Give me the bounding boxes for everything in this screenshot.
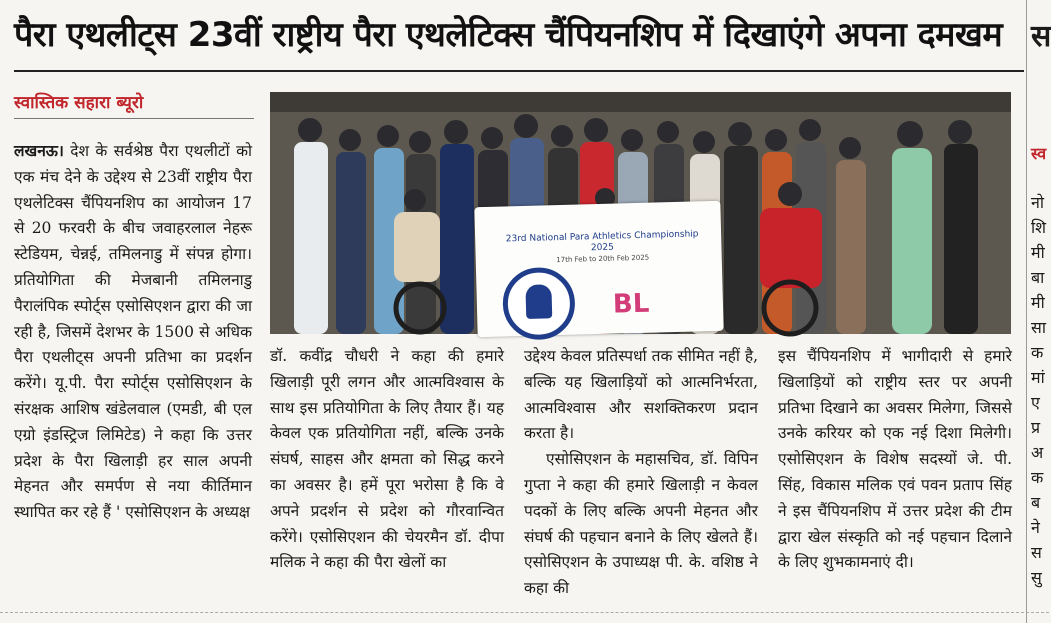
article-text-3b: एसोसिएशन के महासचिव, डॉ. विपिन गुप्ता ने कहा की हमारे खिलाड़ी न केवल पदकों के लिए बल्कि अपनी मेहनत और संघर्ष की पहचान बनाने के लिए खेलते हैं। एसोसिएशन के उपाध्यक्ष पी. के. वशिष्ठ ने कहा की <box>524 450 758 598</box>
headline-divider <box>14 70 1024 72</box>
team-photo <box>270 92 1011 334</box>
article-column-2 <box>270 344 504 576</box>
article-text-4: इस चैंपियनशिप में भागीदारी से हमारे खिलाड़ियों को राष्ट्रीय स्तर पर अपनी प्रतिभा दिखाने का अवसर मिलेगा, जिससे उनके करियर को एक नई दिशा मिलेगी। एसोसिएशन के विशेष सदस्यों जे. पी. सिंह, विकास मलिक एवं पवन प्रताप सिंह ने इस चैंपियनशिप में उत्तर प्रदेश की टीम द्वारा खेल संस्कृति को नई पहचान दिलाने के लिए शुभकामनाएं दी। <box>778 347 1012 572</box>
article-text-2: डॉ. कवींद्र चौधरी ने कहा की हमारे खिलाड़ी पूरी लगन और आत्मविश्वास के साथ इस प्रतियोगिता के लिए तैयार हैं। यह केवल एक प्रतियोगिता नहीं, बल्कि उनके संघर्ष, साहस और क्षमता को सिद्ध करने का अवसर है। हमें पूरा भरोसा है कि वे अपने प्रदर्शन से प्रदेश को गौरवान्वित करेंगे। एसोसिएशन की चेयरमैन डॉ. दीपा मलिक ने कहा की पैरा खेलों का <box>270 347 504 572</box>
column-divider <box>1026 0 1027 623</box>
byline: स्वास्तिक सहारा ब्यूरो <box>14 93 144 113</box>
dateline: लखनऊ। <box>14 141 64 160</box>
championship-banner <box>474 201 723 337</box>
headline: पैरा एथलीट्स 23वीं राष्ट्रीय पैरा एथलेटिक्स चैंपियनशिप में दिखाएंगे अपना दमखम <box>14 15 1003 55</box>
banner-dates: 17th Feb to 20th Feb 2025 <box>556 253 650 265</box>
bl-logo: BL <box>612 288 650 320</box>
article-text-1: देश के सर्वश्रेष्ठ पैरा एथलीटों को एक मंच देने के उद्देश्य से 23वीं राष्ट्रीय पैरा एथलेटिक्स चैंपियनशिप का आयोजन 17 से 20 फरवरी के बीच जवाहरलाल नेहरू स्टेडियम, चेन्नई, तमिलनाडु में संपन्न होगा। प्रतियोगिता की मेजबानी तमिलनाडु पैरालंपिक स्पोर्ट्स एसोसिएशन द्वारा की जा रही है, जिसमें देशभर के 1500 से अधिक पैरा एथलीट्स अपनी प्रतिभा का प्रदर्शन करेंगे। यू.पी. पैरा स्पोर्ट्स एसोसिएशन के संरक्षक आशिष खंडेलवाल (एमडी, बी एल एग्रो इंडस्ट्रिज लिमिटेड) ने कहा कि उत्तर प्रदेश के पैरा खिलाड़ी हर साल अपनी मेहनत और समर्पण से नया कीर्तिमान स्थापित कर रहे हैं ' एसोसिएशन के अध्यक्ष <box>14 142 252 522</box>
para-sports-association-logo <box>502 267 576 341</box>
page-bottom-divider <box>0 612 1049 613</box>
byline-divider <box>14 118 254 119</box>
banner-title: 23rd National Para Athletics Championship 2025 17th Feb to 20th Feb 2025 <box>497 229 708 267</box>
article-text-3a: उद्देश्य केवल प्रतिस्पर्धा तक सीमित नहीं है, बल्कि यह खिलाड़ियों को आत्मनिर्भरता, आत्मविश्वास और सशक्तिकरण प्रदान करता है। <box>524 347 758 443</box>
article-column-3 <box>524 344 758 602</box>
adjacent-article-edge <box>1026 0 1049 623</box>
station-roof <box>270 92 1011 114</box>
adjacent-headline: स <box>1031 19 1051 54</box>
adjacent-byline: स्व <box>1031 144 1047 163</box>
article-column-4 <box>778 344 1012 576</box>
runner-icon <box>525 284 552 319</box>
article-column-1 <box>14 138 252 526</box>
adjacent-text: नो शि मी बा मी सा क मां ए प्र अ क ब ने स सु <box>1031 193 1047 587</box>
